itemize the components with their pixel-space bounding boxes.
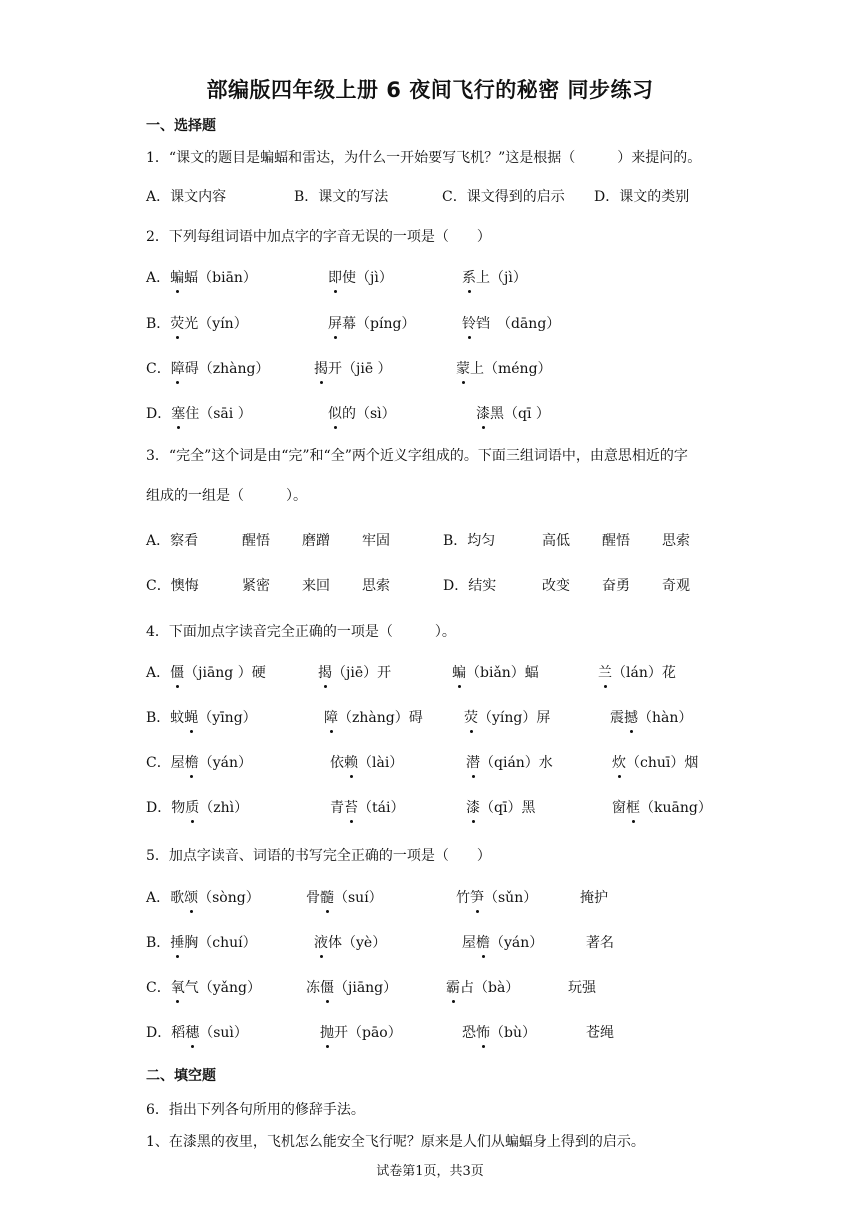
option-word xyxy=(462,1022,536,1042)
word-suffix: （jiāng ）硬 xyxy=(184,665,266,681)
word-suffix: （lài） xyxy=(358,755,404,771)
word-suffix: 上（méng） xyxy=(470,361,552,377)
section-heading-fill: 二、填空题 xyxy=(146,1068,216,1084)
word-suffix: （chuī）烟 xyxy=(626,755,699,771)
option-word: C．懊悔 xyxy=(146,578,199,594)
dotted-character: 漆 xyxy=(466,797,480,817)
dotted-character: 屏 xyxy=(328,313,342,333)
dotted-character: 潜 xyxy=(466,752,480,772)
option-word xyxy=(462,932,543,952)
dotted-character: 即 xyxy=(328,267,342,287)
dotted-character: 撼 xyxy=(624,707,638,727)
option-word xyxy=(466,752,553,772)
option-word: 高低 xyxy=(542,533,570,549)
word-suffix: 开（jiē ） xyxy=(328,361,392,377)
option-word xyxy=(146,358,269,378)
option-word: 思索 xyxy=(362,578,390,594)
option-word xyxy=(612,797,712,817)
word-prefix: 竹 xyxy=(456,890,470,906)
option-word: 磨蹭 xyxy=(302,533,330,549)
word-prefix: 震 xyxy=(610,710,624,726)
option-word xyxy=(306,977,397,997)
option-word: 奇观 xyxy=(662,578,690,594)
option-word xyxy=(146,797,248,817)
word-prefix: 屋 xyxy=(462,935,476,951)
dotted-character: 障 xyxy=(171,358,185,378)
dotted-character: 笋 xyxy=(470,887,484,907)
option-word xyxy=(146,887,260,907)
word-prefix: 掩护 xyxy=(580,890,608,906)
dotted-character: 蝇 xyxy=(184,707,198,727)
question-3-stem-line1: 3．“完全”这个词是由“完”和“全”两个近义字组成的。下面三组词语中，由意思相近的字 xyxy=(146,448,688,464)
option-word xyxy=(446,977,519,997)
word-suffix: （jiē）开 xyxy=(332,665,392,681)
dotted-character: 蝙 xyxy=(170,267,184,287)
option-b: B．课文的写法 xyxy=(294,189,389,205)
option-word xyxy=(306,887,383,907)
dotted-character: 氧 xyxy=(171,977,185,997)
option-word xyxy=(146,752,252,772)
option-word xyxy=(452,662,539,682)
option-word xyxy=(464,707,550,727)
option-word xyxy=(324,707,423,727)
word-suffix: （sǔn） xyxy=(484,890,538,906)
option-word xyxy=(146,1022,248,1042)
word-prefix: 骨 xyxy=(306,890,320,906)
option-word xyxy=(456,358,552,378)
word-suffix: （yán） xyxy=(490,935,544,951)
option-word xyxy=(330,752,403,772)
dotted-character: 檐 xyxy=(476,932,490,952)
word-prefix: A． xyxy=(146,665,171,681)
word-prefix: 窗 xyxy=(612,800,626,816)
dotted-character: 僵 xyxy=(170,662,184,682)
dotted-character: 液 xyxy=(314,932,328,952)
word-prefix: C． xyxy=(146,980,171,996)
option-word xyxy=(586,1022,614,1042)
option-word xyxy=(328,313,415,333)
question-3-stem-line2: 组成的一组是（ ）。 xyxy=(146,488,307,504)
word-suffix: （yíng）屏 xyxy=(478,710,551,726)
option-word xyxy=(476,403,550,423)
dotted-character: 霸 xyxy=(446,977,460,997)
word-prefix: 苍绳 xyxy=(586,1025,614,1041)
word-prefix: D． xyxy=(146,406,172,422)
option-word xyxy=(462,313,560,333)
word-suffix: 光（yín） xyxy=(184,316,248,332)
dotted-character: 蒙 xyxy=(456,358,470,378)
option-word xyxy=(318,662,391,682)
option-word: 奋勇 xyxy=(602,578,630,594)
option-word: 醒悟 xyxy=(242,533,270,549)
question-6-item-1: 1、在漆黑的夜里，飞机怎么能安全飞行呢？原来是人们从蝙蝠身上得到的启示。 xyxy=(146,1134,645,1150)
question-1-stem: 1．“课文的题目是蝙蝠和雷达，为什么一开始要写飞机？”这是根据（ ）来提问的。 xyxy=(146,150,702,166)
word-suffix: 黑（qī ） xyxy=(490,406,550,422)
dotted-character: 质 xyxy=(185,797,199,817)
word-suffix: （tái） xyxy=(358,800,405,816)
word-prefix: 恐 xyxy=(462,1025,476,1041)
dotted-character: 铃 xyxy=(462,313,476,333)
option-word: 改变 xyxy=(542,578,570,594)
question-2-stem: 2．下列每组词语中加点字的字音无误的一项是（ ） xyxy=(146,229,491,245)
page-title: 部编版四年级上册 6 夜间飞行的秘密 同步练习 xyxy=(206,78,654,102)
dotted-character: 框 xyxy=(626,797,640,817)
word-prefix: A．歌 xyxy=(146,890,185,906)
word-suffix: （kuāng） xyxy=(640,800,712,816)
dotted-character: 兰 xyxy=(598,662,612,682)
dotted-character: 荧 xyxy=(170,313,184,333)
dotted-character: 荧 xyxy=(464,707,478,727)
dotted-character: 赖 xyxy=(344,752,358,772)
option-word xyxy=(456,887,537,907)
option-word: D．结实 xyxy=(443,578,497,594)
option-word xyxy=(580,887,608,907)
word-suffix: （zhì） xyxy=(199,800,249,816)
word-prefix: C．屋 xyxy=(146,755,185,771)
option-word xyxy=(146,662,266,682)
word-suffix: （qī）黑 xyxy=(480,800,536,816)
word-suffix: 胸（chuí） xyxy=(184,935,257,951)
question-6-stem: 6．指出下列各句所用的修辞手法。 xyxy=(146,1102,365,1118)
word-suffix: 碍（zhàng） xyxy=(184,361,270,377)
option-word xyxy=(586,932,614,952)
option-word xyxy=(610,707,692,727)
word-prefix: B． xyxy=(146,935,171,951)
word-prefix: B．蚊 xyxy=(146,710,185,726)
word-suffix: 开（pāo） xyxy=(334,1025,402,1041)
word-suffix: 铛 （dāng） xyxy=(476,316,561,332)
word-suffix: （suí） xyxy=(334,890,383,906)
option-word xyxy=(320,1022,402,1042)
dotted-character: 蝙 xyxy=(452,662,466,682)
option-word xyxy=(146,977,261,997)
dotted-character: 系 xyxy=(462,267,476,287)
word-suffix: （sòng） xyxy=(198,890,260,906)
question-5-stem: 5．加点字读音、词语的书写完全正确的一项是（ ） xyxy=(146,848,491,864)
option-word xyxy=(598,662,676,682)
section-heading-choice: 一、选择题 xyxy=(146,118,216,134)
dotted-character: 髓 xyxy=(320,887,334,907)
word-prefix: D．稻 xyxy=(146,1025,186,1041)
word-suffix: 体（yè） xyxy=(328,935,387,951)
word-suffix: （jiāng） xyxy=(334,980,398,996)
dotted-character: 塞 xyxy=(171,403,185,423)
word-prefix: 冻 xyxy=(306,980,320,996)
dotted-character: 抛 xyxy=(320,1022,334,1042)
dotted-character: 穗 xyxy=(185,1022,199,1042)
word-suffix: （biǎn）蝠 xyxy=(466,665,539,681)
dotted-character: 似 xyxy=(328,403,342,423)
option-word: A．察看 xyxy=(146,533,199,549)
option-word: 思索 xyxy=(662,533,690,549)
word-prefix: 依 xyxy=(330,755,344,771)
word-suffix: （bù） xyxy=(490,1025,536,1041)
option-word xyxy=(314,358,392,378)
option-word xyxy=(612,752,698,772)
option-word xyxy=(146,313,248,333)
option-word: 牢固 xyxy=(362,533,390,549)
option-word xyxy=(146,403,252,423)
option-word xyxy=(146,932,257,952)
word-suffix: （lán）花 xyxy=(612,665,676,681)
option-word xyxy=(330,797,404,817)
dotted-character: 捶 xyxy=(170,932,184,952)
dotted-character: 揭 xyxy=(314,358,328,378)
question-4-stem: 4．下面加点字读音完全正确的一项是（ ）。 xyxy=(146,624,456,640)
option-word xyxy=(462,267,527,287)
dotted-character: 苔 xyxy=(344,797,358,817)
word-suffix: （yīng） xyxy=(198,710,257,726)
word-prefix: C． xyxy=(146,361,171,377)
word-suffix: （suì） xyxy=(199,1025,248,1041)
word-suffix: （zhàng）碍 xyxy=(338,710,423,726)
word-suffix: 上（jì） xyxy=(476,270,527,286)
word-suffix: （qián）水 xyxy=(480,755,553,771)
word-prefix: B． xyxy=(146,316,171,332)
dotted-character: 漆 xyxy=(476,403,490,423)
dotted-character: 揭 xyxy=(318,662,332,682)
word-suffix: （yán） xyxy=(198,755,252,771)
word-suffix: 蝠（biān） xyxy=(184,270,257,286)
word-prefix: D．物 xyxy=(146,800,186,816)
dotted-character: 檐 xyxy=(185,752,199,772)
word-prefix: 青 xyxy=(330,800,344,816)
page-footer: 试卷第1页，共3页 xyxy=(376,1164,484,1179)
option-word xyxy=(328,403,396,423)
option-word xyxy=(466,797,535,817)
dotted-character: 炊 xyxy=(612,752,626,772)
word-prefix: 著名 xyxy=(586,935,614,951)
word-prefix: A． xyxy=(146,270,171,286)
option-word: B．均匀 xyxy=(443,533,496,549)
word-suffix: 的（sì） xyxy=(342,406,396,422)
option-word: 醒悟 xyxy=(602,533,630,549)
option-c: C．课文得到的启示 xyxy=(442,189,565,205)
word-suffix: （hàn） xyxy=(638,710,693,726)
option-word: 紧密 xyxy=(242,578,270,594)
word-suffix: 占（bà） xyxy=(460,980,520,996)
dotted-character: 颂 xyxy=(184,887,198,907)
option-word: 来回 xyxy=(302,578,330,594)
word-suffix: 使（jì） xyxy=(342,270,393,286)
word-prefix: 玩强 xyxy=(568,980,596,996)
option-word xyxy=(328,267,393,287)
option-word xyxy=(568,977,596,997)
dotted-character: 怖 xyxy=(476,1022,490,1042)
option-d: D．课文的类别 xyxy=(594,189,690,205)
word-suffix: 气（yǎng） xyxy=(184,980,261,996)
dotted-character: 僵 xyxy=(320,977,334,997)
option-word xyxy=(146,707,257,727)
word-suffix: 住（sāi ） xyxy=(185,406,252,422)
word-suffix: 幕（píng） xyxy=(342,316,416,332)
dotted-character: 障 xyxy=(324,707,338,727)
option-a: A．课文内容 xyxy=(146,189,227,205)
option-word xyxy=(314,932,386,952)
option-word xyxy=(146,267,257,287)
